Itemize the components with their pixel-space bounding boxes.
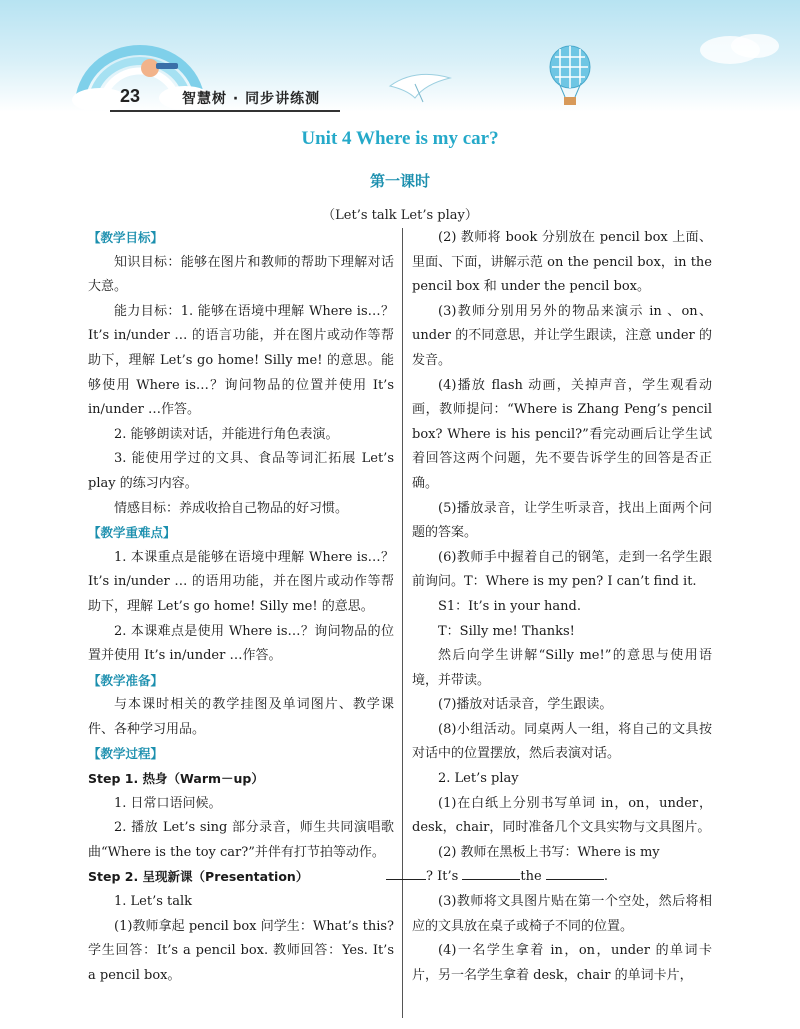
page-number: 23: [120, 86, 141, 106]
blank-line: [386, 865, 426, 880]
paragraph: (1)在白纸上分别书写单词 in，on，under，desk，chair，同时准备几个文具实物与文具图片。: [412, 795, 712, 836]
blank-line: [462, 865, 520, 880]
sentence-part: ? It’s: [426, 869, 459, 885]
paragraph: (3)教师分别用另外的物品来演示 in 、on、under 的不同意思，并让学生跟读，注意 under 的发音。: [412, 303, 712, 368]
paragraph: 能力目标：1. 能够在语境中理解 Where is…？It’s in/under … 的语言功能，并在图片或动作等帮助下，理解 Let’s go home! Silly me! 的意思。能够使用 Where is…？询问物品的位置并使用 It’s in/under …作答。: [88, 303, 394, 418]
page-header: [0, 0, 800, 112]
paragraph: 然后向学生讲解“Silly me!”的意思与使用语境，并带读。: [412, 648, 712, 688]
series-title: 智慧树 · 同步讲练测: [182, 91, 321, 107]
paragraph: (4)播放 flash 动画，关掉声音，学生观看动画，教师提问：“Where is Zhang Peng’s pencil box? Where is his pencil?”看完动画后让学生试着回答这两个问题，先不要告诉学生的回答是否正确。: [412, 377, 712, 491]
paragraph: (1)教师拿起 pencil box 问学生：What’s this? 学生回答：It’s a pencil box. 教师回答：Yes. It’s a pencil box。: [88, 918, 394, 983]
fill-in-sentence: [412, 841, 712, 890]
paragraph: (7)播放对话录音，学生跟读。: [438, 697, 613, 713]
step-heading: Step 1. 热身（Warm－up）: [88, 771, 264, 787]
paragraph: 与本课时相关的教学挂图及单词图片、教学课件、各种学习用品。: [88, 697, 394, 737]
paragraph: T：Silly me! Thanks!: [438, 623, 575, 639]
glider-illustration: [385, 66, 455, 106]
section-heading-goals: 【教学目标】: [88, 230, 164, 245]
paragraph: 2. 本课难点是使用 Where is…？询问物品的位置并使用 It’s in/under …作答。: [88, 623, 394, 664]
paragraph: (4)一名学生拿着 in，on，under 的单词卡片，另一名学生拿着 desk，chair 的单词卡片，: [412, 943, 712, 983]
section-heading-process: 【教学过程】: [88, 746, 164, 762]
paragraph: 1. 日常口语问候。: [114, 795, 222, 811]
paragraph: (2) 教师将 book 分别放在 pencil box 上面、里面、下面，讲解示范 on the pencil box，in the pencil box 和 under the pencil box。: [412, 230, 712, 295]
step-heading: Step 2. 呈现新课（Presentation）: [88, 869, 309, 885]
blank-line: [546, 865, 604, 880]
paragraph: S1：It’s in your hand.: [438, 598, 581, 614]
sentence-part: .: [603, 869, 608, 885]
paragraph: 情感目标：养成收拾自己物品的好习惯。: [114, 500, 349, 516]
paragraph: 2. 播放 Let’s sing 部分录音，师生共同演唱歌曲“Where is the toy car?”并伴有打节拍等动作。: [88, 820, 394, 860]
paragraph: (6)教师手中握着自己的钢笔，走到一名学生跟前询问。T：Where is my pen? I can’t find it.: [412, 549, 712, 590]
paragraph: 3. 能使用学过的文具、食品等词汇拓展 Let’s play 的练习内容。: [88, 451, 394, 491]
paragraph: 2. Let’s play: [438, 771, 519, 787]
paragraph: 1. 本课重点是能够在语境中理解 Where is…？It’s in/under … 的语用功能，并在图片或动作等帮助下，理解 Let’s go home! Silly me! 的意思。: [88, 549, 394, 614]
section-heading-preparation: 【教学准备】: [88, 672, 164, 688]
paragraph: 2. 能够朗读对话，并能进行角色表演。: [114, 426, 339, 442]
header-underline: [110, 110, 340, 112]
column-divider: [402, 228, 403, 1018]
lesson-subtitle: （Let’s talk Let’s play）: [322, 208, 478, 223]
paragraph: (3)教师将文具图片贴在第一个空处，然后将相应的文具放在桌子或椅子不同的位置。: [412, 894, 712, 934]
paragraph: (5)播放录音，让学生听录音，找出上面两个问题的答案。: [412, 500, 712, 541]
section-heading-key-points: 【教学重难点】: [88, 525, 176, 541]
paragraph: 1. Let’s talk: [114, 894, 193, 910]
left-column: [88, 226, 394, 988]
paragraph: 知识目标：能够在图片和教师的帮助下理解对话大意。: [88, 254, 394, 295]
sentence-part: the: [520, 869, 542, 885]
lesson-title: 第一课时: [369, 172, 430, 190]
sentence-part: (2) 教师在黑板上书写：Where is my: [438, 844, 660, 860]
hot-air-balloon-illustration: [545, 45, 595, 107]
unit-title: Unit 4 Where is my car?: [301, 128, 499, 149]
paragraph: (8)小组活动。同桌两人一组，将自己的文具按对话中的位置摆放，然后表演对话。: [412, 721, 712, 762]
cloud-illustration: [690, 20, 790, 70]
right-column: [412, 226, 712, 988]
